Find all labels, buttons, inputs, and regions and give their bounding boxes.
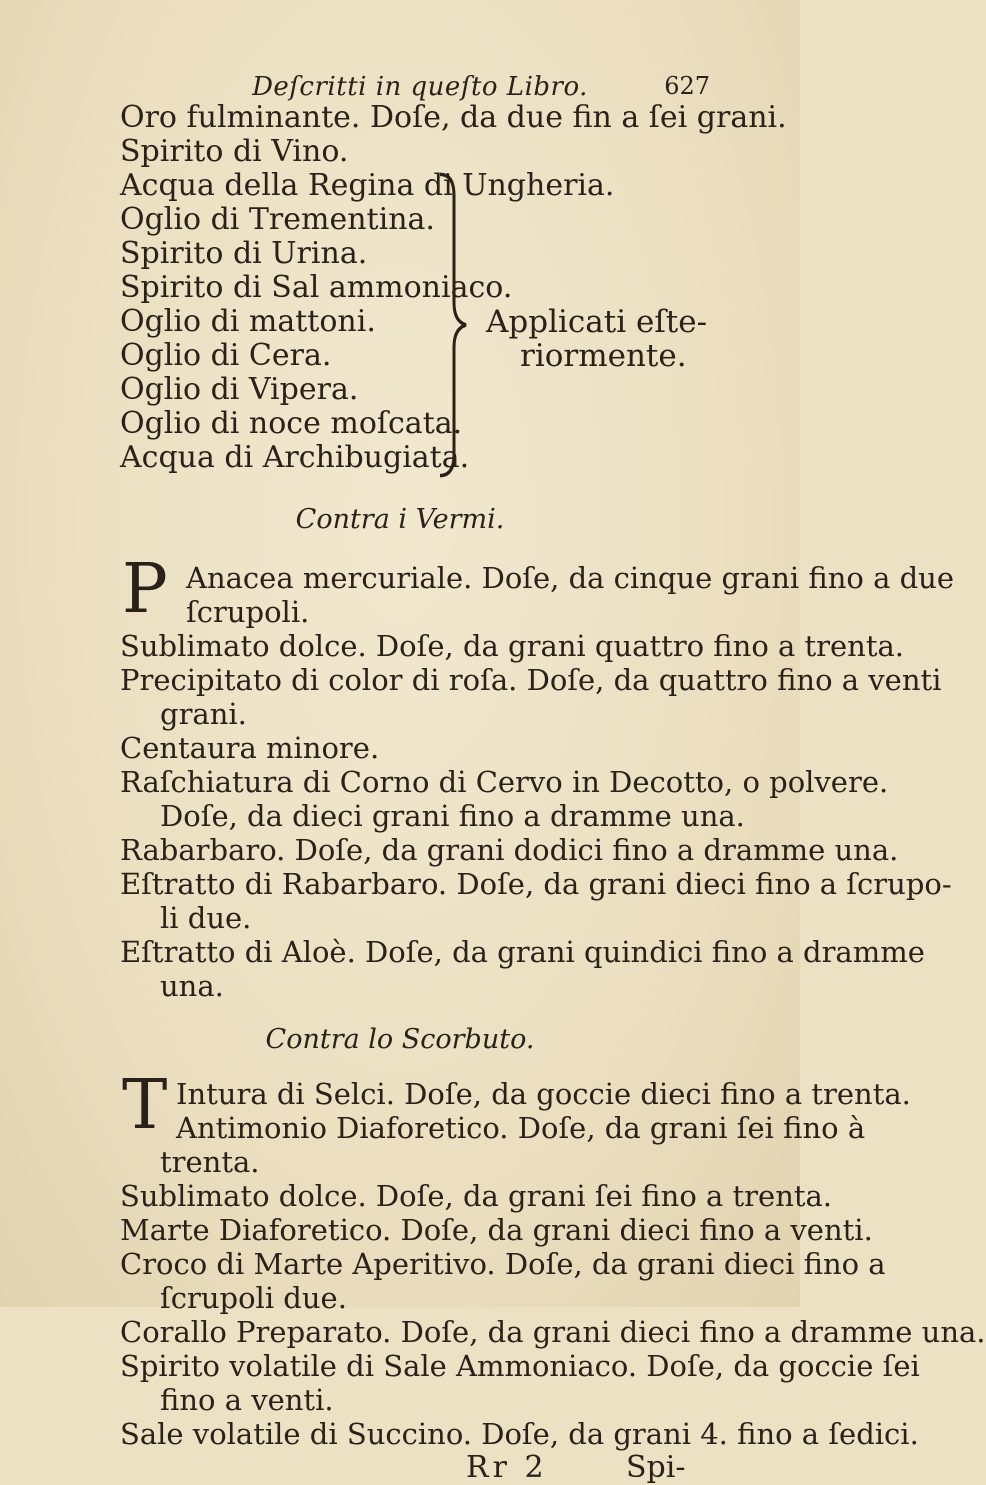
text-line: Eſtratto di Rabarbaro. Doſe, da grani dieci fino a ſcrupo- [120,867,952,901]
text-line: ſcrupoli. [186,595,310,629]
drop-cap: T [122,1066,168,1145]
text-line: Acqua di Archibugiata. [120,440,470,475]
text-line: Oglio di noce moſcata. [120,406,463,441]
text-line: Croco di Marte Aperitivo. Doſe, da grani dieci fino a [120,1247,886,1281]
text-line: fino a venti. [160,1383,334,1417]
text-line: grani. [160,697,247,731]
text-line: Spirito di Vino. [120,134,349,169]
text-line: ſcrupoli due. [160,1281,347,1315]
text-line: Sublimato dolce. Doſe, da grani ſei fino a trenta. [120,1179,833,1213]
catchword: Spi- [626,1450,686,1485]
text-line: una. [160,969,224,1003]
text-line: Oglio di Cera. [120,338,332,373]
text-line: Oglio di Vipera. [120,372,359,407]
text-line: Anacea mercuriale. Doſe, da cinque grani fino a due [186,561,954,595]
page-number: 627 [664,72,710,100]
text-line: Rabarbaro. Doſe, da grani dodici fino a dramme una. [120,833,899,867]
text-line: Spirito volatile di Sale Ammoniaco. Doſe, da goccie ſei [120,1349,920,1383]
text-line: Marte Diaforetico. Doſe, da grani dieci fino a venti. [120,1213,873,1247]
text-line: Intura di Selci. Doſe, da goccie dieci fino a trenta. [176,1077,911,1111]
text-line: Eſtratto di Aloè. Doſe, da grani quindici fino a dramme [120,935,925,969]
text-line: Antimonio Diaforetico. Doſe, da grani ſei fino à [176,1111,866,1145]
text-line: trenta. [160,1145,260,1179]
text-line: Centaura minore. [120,731,380,765]
section-heading-vermi: Contra i Vermi. [295,504,505,535]
brace-note-line: riormente. [520,338,687,374]
signature-mark: Rr 2 [466,1450,548,1485]
text-line: li due. [160,901,252,935]
text-line: Raſchiatura di Corno di Cervo in Decotto, o polvere. [120,765,889,799]
text-line: Spirito di Urina. [120,236,368,271]
text-line: Sublimato dolce. Doſe, da grani quattro fino a trenta. [120,629,905,663]
drop-cap: P [122,550,168,629]
text-line: Oglio di Trementina. [120,202,435,237]
text-line: Precipitato di color di roſa. Doſe, da quattro fino a venti [120,663,942,697]
text-line: Spirito di Sal ammoniaco. [120,270,513,305]
curly-brace-icon [432,172,472,478]
text-line: Acqua della Regina di Ungheria. [120,168,615,203]
text-line: Oglio di mattoni. [120,304,376,339]
text-line: Sale volatile di Succino. Doſe, da grani 4. fino a ſedici. [120,1417,919,1451]
text-line: Corallo Preparato. Doſe, da grani dieci fino a dramme una. [120,1315,986,1349]
section-heading-scorbuto: Contra lo Scorbuto. [265,1024,535,1055]
brace-note-line: Applicati eſte- [486,304,708,340]
running-title: Deſcritti in queſto Libro. [252,72,588,102]
text-line: Oro fulminante. Doſe, da due fin a ſei grani. [120,100,787,135]
text-line: Doſe, da dieci grani fino a dramme una. [160,799,745,833]
